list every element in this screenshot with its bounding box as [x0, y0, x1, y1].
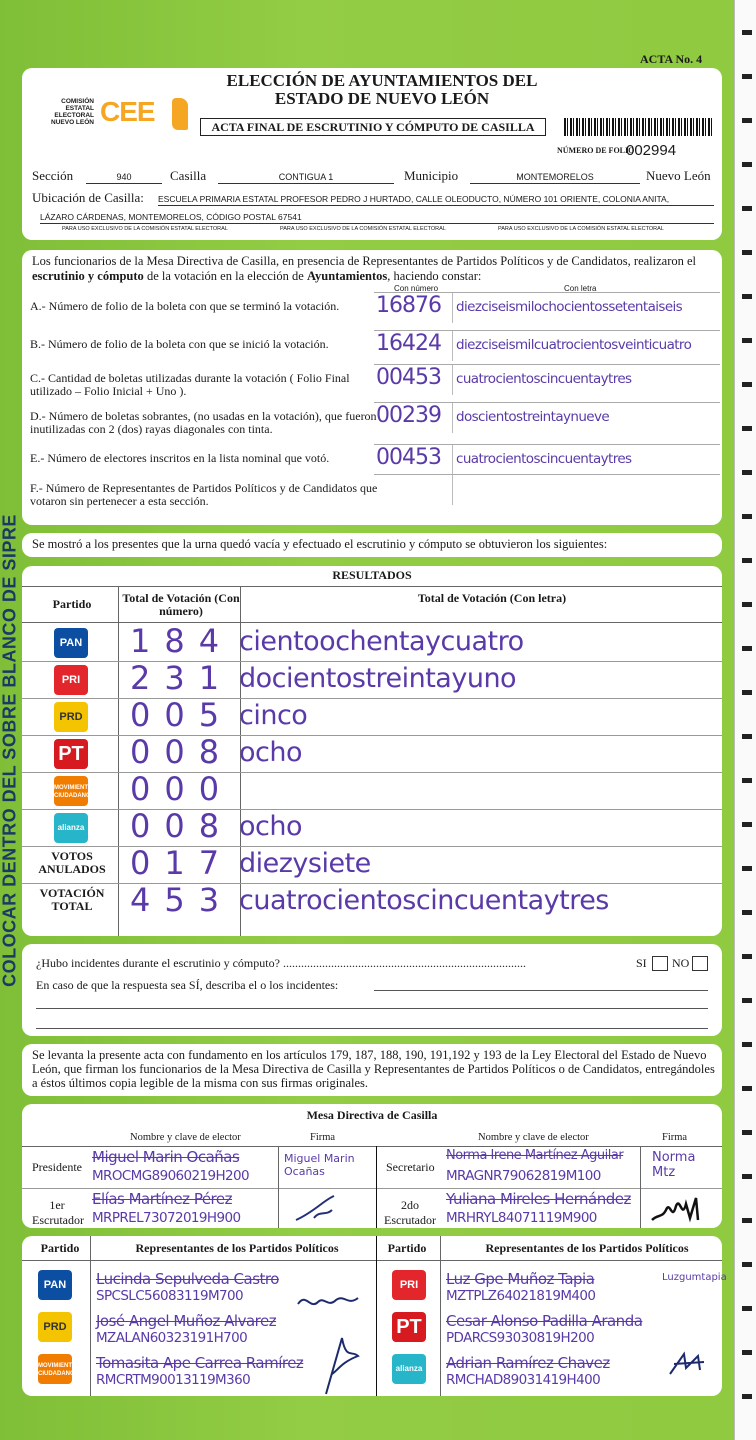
answer-row[interactable]	[374, 402, 720, 432]
votes-number: 231	[130, 659, 234, 697]
edge-mark	[742, 426, 752, 431]
party-logo-icon: PRD	[38, 1312, 72, 1342]
votes-number: 005	[130, 696, 234, 734]
answer-text: cuatrocientoscincuentaytres	[456, 371, 632, 387]
edge-mark	[742, 1130, 752, 1135]
exclusive-note: PARA USO EXCLUSIVO DE LA COMISIÓN ESTATAL ELECTORAL	[62, 226, 228, 232]
no-label: NO	[672, 956, 690, 970]
edge-mark	[742, 734, 752, 739]
col-total-numero: Total de Votación (Con número)	[122, 591, 240, 618]
escrutador1-clave: MRPREL73072019H900	[92, 1210, 241, 1226]
mesa-directiva-card	[22, 1104, 722, 1228]
secretario-name: Norma Irene Martínez Aguilar	[446, 1148, 624, 1163]
col-con-numero: Con número	[394, 284, 439, 293]
party-logo-icon: MOVIMIENTO CIUDADANO	[38, 1354, 72, 1384]
representatives-card	[22, 1236, 727, 1396]
total-label: VOTACIÓN TOTAL	[39, 886, 105, 913]
party-logo-icon: alianza	[392, 1354, 426, 1384]
commission-name: COMISIÓN ESTATAL ELECTORAL NUEVO LEÓN	[51, 98, 94, 126]
col-firma: Firma	[310, 1132, 336, 1143]
answer-row[interactable]	[374, 364, 720, 394]
secretario-clave: MRAGNR79062819M100	[446, 1168, 601, 1184]
col-total-letra: Total de Votación (Con letra)	[417, 591, 567, 605]
rep-name: Adrian Ramírez Chavez	[446, 1354, 610, 1372]
edge-mark	[742, 866, 752, 871]
votes-text: ocho	[239, 737, 302, 768]
total-number: 453	[130, 881, 234, 919]
edge-mark	[742, 1218, 752, 1223]
rep-mc-signature	[312, 1330, 372, 1396]
edge-mark	[742, 382, 752, 387]
escrutador2-label: 2do Escrutador	[384, 1198, 436, 1227]
votes-text: cinco	[239, 700, 308, 731]
nuevo-leon-map-icon	[172, 98, 188, 130]
rep-clave: SPCSLC56083119M700	[96, 1288, 243, 1304]
rep-clave: MZALAN60323191H700	[96, 1330, 248, 1346]
ubicacion-line-1: ESCUELA PRIMARIA ESTATAL PROFESOR PEDRO J HURTADO, CALLE OLEODUCTO, NÚMERO 101 ORIENTE, COLONIA ANITA,	[158, 193, 714, 206]
answer-text: cuatrocientoscincuentaytres	[456, 451, 632, 467]
presidente-name: Miguel Marin Ocañas	[92, 1148, 240, 1166]
barcode	[564, 118, 714, 136]
col-con-letra: Con letra	[564, 284, 597, 293]
votes-text: cientoochentaycuatro	[239, 626, 524, 657]
edge-mark	[742, 338, 752, 343]
secretario-label: Secretario	[386, 1160, 435, 1174]
edge-mark	[742, 1350, 752, 1355]
incidents-describe: En caso de que la respuesta sea SÍ, describa el o los incidentes:	[36, 978, 339, 992]
incident-line[interactable]	[36, 1028, 708, 1029]
votes-number: 000	[130, 770, 234, 808]
results-card	[22, 566, 722, 936]
edge-mark	[742, 118, 752, 123]
incidents-question: ¿Hubo incidentes durante el escrutinio y cómputo? .................................................................................	[36, 956, 526, 970]
edge-mark	[742, 910, 752, 915]
answer-text: doscientostreintaynueve	[456, 409, 610, 425]
answer-text: diezciseismilcuatrocientosveinticuatro	[456, 337, 692, 353]
rep-name: José Angel Muñoz Alvarez	[96, 1312, 277, 1330]
result-row	[22, 770, 722, 808]
question-label: C.- Cantidad de boletas utilizadas durante la votación ( Folio Final utilizado – Folio Inicial + Uno ).	[30, 371, 350, 398]
col-nombre: Nombre y clave de elector	[478, 1132, 589, 1143]
edge-mark	[742, 558, 752, 563]
escrutador1-label: 1er Escrutador	[32, 1198, 84, 1227]
nulos-number: 017	[130, 844, 234, 882]
answer-number: 00239	[376, 403, 441, 428]
question-label: A.- Número de folio de la boleta con que se terminó la votación.	[30, 299, 340, 313]
folio-number: 002994	[626, 142, 677, 159]
exclusive-note: PARA USO EXCLUSIVO DE LA COMISIÓN ESTATAL ELECTORAL	[498, 226, 664, 232]
edge-mark	[742, 1042, 752, 1047]
question-label: B.- Número de folio de la boleta con que se inició la votación.	[30, 337, 329, 351]
seccion-value: 940	[86, 171, 162, 184]
total-row	[22, 881, 722, 919]
party-logo-icon: PT	[392, 1312, 426, 1342]
col-firma: Firma	[662, 1132, 688, 1143]
escrutador2-name: Yuliana Mireles Hernández	[446, 1190, 631, 1208]
question-label: D.- Número de boletas sobrantes, (no usadas en la votación), que fueron inutilizadas con 2 (dos) rayas diagonales con tinta.	[30, 409, 377, 436]
result-row	[22, 659, 722, 697]
casilla-label: Casilla	[170, 168, 207, 183]
edge-mark	[742, 602, 752, 607]
rep-name: Luz Gpe Muñoz Tapia	[446, 1270, 595, 1288]
rep-name: Cesar Alonso Padilla Aranda	[446, 1312, 643, 1330]
edge-mark	[742, 1174, 752, 1179]
casilla-value: CONTIGUA 1	[218, 171, 394, 184]
col-partido: Partido	[40, 1241, 80, 1255]
escrutador2-clave: MRHRYL84071119M900	[446, 1210, 597, 1226]
party-logo-icon: PAN	[38, 1270, 72, 1300]
party-logo-icon: alianza	[54, 813, 88, 843]
edge-mark	[742, 470, 752, 475]
result-row	[22, 622, 722, 660]
rep-name: Tomasita Ape Carrea Ramírez	[96, 1354, 304, 1372]
escrutador2-signature	[646, 1192, 716, 1226]
edge-mark	[742, 646, 752, 651]
edge-mark	[742, 1394, 752, 1399]
result-row	[22, 807, 722, 845]
edge-mark	[742, 998, 752, 1003]
answer-number: 16424	[376, 331, 441, 356]
answer-number: 00453	[376, 445, 441, 470]
escrutador1-name: Elías Martínez Pérez	[92, 1190, 232, 1208]
party-logo-icon: MOVIMIENTO CIUDADANO	[54, 776, 88, 806]
edge-mark	[742, 162, 752, 167]
incident-line[interactable]	[374, 990, 708, 991]
party-logo-icon: PT	[54, 739, 88, 769]
rep-clave: RMCHAD89031419H400	[446, 1372, 601, 1388]
nulos-row	[22, 844, 722, 882]
rep-clave: MZTPLZ64021819M400	[446, 1288, 596, 1304]
closing-card: Se levanta la presente acta con fundamento en los artículos 179, 187, 188, 190, 191,192 y 193 de la Ley Electoral del Estado de Nuevo León, que firman los funcionarios de la Mesa Directiva de Casilla y Representantes de Partidos Políticos o de Candidatos, entregándoles a éstos últimos copia legible de la misma con sus firmas originales.	[22, 1044, 722, 1096]
result-row	[22, 696, 722, 734]
result-row	[22, 733, 722, 771]
count-card	[22, 250, 722, 525]
votes-number: 008	[130, 807, 234, 845]
edge-mark	[742, 250, 752, 255]
document-subtitle: ACTA FINAL DE ESCRUTINIO Y CÓMPUTO DE CASILLA	[200, 118, 546, 136]
party-logo-icon: PRI	[54, 665, 88, 695]
document-title: ELECCIÓN DE AYUNTAMIENTOS DEL ESTADO DE NUEVO LEÓN	[226, 71, 538, 108]
edge-mark	[742, 294, 752, 299]
votes-number: 184	[130, 622, 234, 660]
col-representantes: Representantes de los Partidos Políticos	[485, 1241, 689, 1255]
edge-mark	[742, 30, 752, 35]
answer-row[interactable]	[374, 330, 720, 360]
shown-notice: Se mostró a los presentes que la urna quedó vacía y efectuado el escrutinio y cómputo se obtuvieron los siguientes:	[22, 533, 722, 557]
escrutador1-signature	[284, 1192, 364, 1224]
edge-mark	[742, 74, 752, 79]
presidente-clave: MROCMG89060219H200	[92, 1168, 250, 1184]
rep-signature: Luzgumtapia	[662, 1272, 727, 1283]
edge-mark	[742, 1306, 752, 1311]
edge-mark	[742, 778, 752, 783]
col-nombre: Nombre y clave de elector	[130, 1132, 241, 1143]
estado-label: Nuevo León	[646, 168, 711, 183]
municipio-label: Municipio	[404, 168, 459, 183]
spine-label: COLOCAR DENTRO DEL SOBRE BLANCO DE SIPRE	[0, 514, 20, 987]
seccion-label: Sección	[32, 168, 74, 183]
ubicacion-line-2: LÁZARO CÁRDENAS, MONTEMORELOS, CÓDIGO POSTAL 67541	[40, 211, 714, 224]
answer-number: 00453	[376, 365, 441, 390]
edge-mark	[742, 954, 752, 959]
col-partido: Partido	[387, 1241, 427, 1255]
mesa-title: Mesa Directiva de Casilla	[306, 1108, 438, 1122]
folio-label: NÚMERO DE FOLIO	[557, 146, 635, 155]
ubicacion-label: Ubicación de Casilla:	[32, 190, 144, 205]
party-logo-icon: PAN	[54, 628, 88, 658]
party-logo-icon: PRD	[54, 702, 88, 732]
municipio-value: MONTEMORELOS	[470, 171, 640, 184]
header-card	[22, 68, 722, 240]
votes-text: docientostreintayuno	[239, 663, 517, 694]
presidente-label: Presidente	[32, 1160, 82, 1174]
votes-text: ocho	[239, 811, 302, 842]
nulos-text: diezysiete	[239, 848, 371, 879]
rep-name: Lucinda Sepulveda Castro	[96, 1270, 279, 1288]
incidents-card	[22, 944, 722, 1036]
answer-text: diezciseismilochocientossetentaiseis	[456, 299, 683, 315]
answer-row[interactable]	[374, 292, 720, 322]
edge-mark	[742, 1262, 752, 1267]
edge-mark	[742, 822, 752, 827]
party-logo-icon: PRI	[392, 1270, 426, 1300]
results-title: RESULTADOS	[332, 568, 412, 582]
edge-mark	[742, 514, 752, 519]
votes-number: 008	[130, 733, 234, 771]
incident-line[interactable]	[36, 1008, 708, 1009]
exclusive-note: PARA USO EXCLUSIVO DE LA COMISIÓN ESTATAL ELECTORAL	[280, 226, 446, 232]
col-partido: Partido	[52, 597, 92, 611]
nulos-label: VOTOS ANULADOS	[38, 849, 106, 876]
rep-clave: PDARCS93030819H200	[446, 1330, 595, 1346]
total-text: cuatrocientoscincuentaytres	[239, 885, 609, 916]
edge-mark	[742, 690, 752, 695]
acta-number: ACTA No. 4	[640, 52, 703, 66]
barcode-edge	[734, 0, 756, 1440]
si-label: SI	[636, 956, 647, 970]
si-checkbox[interactable]	[652, 956, 668, 971]
answer-number: 16876	[376, 293, 441, 318]
presidente-signature: Miguel Marin Ocañas	[284, 1152, 355, 1178]
question-label: E.- Número de electores inscritos en la lista nominal que votó.	[30, 451, 330, 465]
edge-mark	[742, 1086, 752, 1091]
answer-row[interactable]	[374, 444, 720, 474]
edge-mark	[742, 206, 752, 211]
question-label: F.- Número de Representantes de Partidos Políticos y de Candidatos que votaron sin pertenecer a esta sección.	[30, 481, 378, 508]
cee-logo: CEE	[100, 96, 155, 127]
col-representantes: Representantes de los Partidos Políticos	[135, 1241, 339, 1255]
intro-text: Los funcionarios de la Mesa Directiva de Casilla, en presencia de Representantes de Partidos Políticos y de Candidatos, realizaron el escrutinio y cómputo de la votación en la elección de Ayuntamientos, haciendo constar:	[32, 254, 697, 283]
rep-pan-signature	[292, 1286, 372, 1316]
no-checkbox[interactable]	[692, 956, 708, 971]
rep-clave: RMCRTM90013119M360	[96, 1372, 251, 1388]
secretario-signature: Norma Mtz	[652, 1150, 696, 1180]
answer-row[interactable]	[374, 474, 720, 504]
rep-alianza-signature	[664, 1348, 714, 1378]
